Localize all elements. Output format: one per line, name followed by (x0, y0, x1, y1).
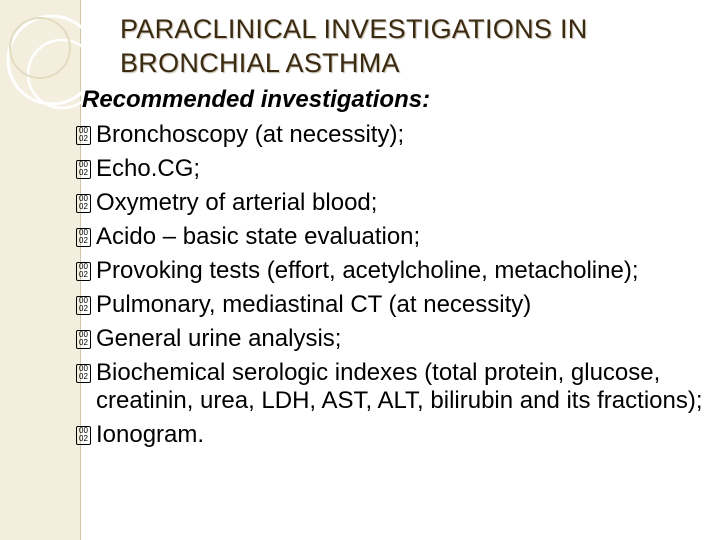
missing-glyph-bullet-icon: 00 02 (76, 228, 91, 247)
list-item (76, 325, 716, 353)
missing-glyph-bullet-icon: 00 02 (76, 160, 91, 179)
list-item (76, 359, 716, 415)
list-item-text: General urine analysis; (96, 325, 342, 352)
list-item (76, 155, 716, 183)
missing-glyph-bullet-icon: 00 02 (76, 364, 91, 383)
missing-glyph-bullet-icon: 00 02 (76, 194, 91, 213)
list-item (76, 257, 716, 285)
title-line-2: BRONCHIAL ASTHMA (120, 48, 400, 78)
list-item-text: Ionogram. (96, 421, 205, 448)
list-item (76, 291, 716, 319)
missing-glyph-bullet-icon: 00 02 (76, 296, 91, 315)
list-item-text: Acido – basic state evaluation; (96, 223, 421, 250)
missing-glyph-bullet-icon: 00 02 (76, 262, 91, 281)
list-item-text: Echo.CG; (96, 155, 201, 182)
slide-title (120, 12, 710, 80)
title-line-1: PARACLINICAL INVESTIGATIONS IN (120, 14, 588, 44)
list-item (76, 223, 716, 251)
list-item-text: Provoking tests (effort, acetylcholine, metacholine); (96, 257, 639, 284)
list-item-text: Oxymetry of arterial blood; (96, 189, 378, 216)
list-item (76, 121, 716, 149)
list-item-text: Pulmonary, mediastinal CT (at necessity) (96, 291, 532, 318)
list-item (76, 189, 716, 217)
list-item-text: Biochemical serologic indexes (total protein, glucose, creatinin, urea, LDH, AST, ALT, bilirubin and its fractions); (96, 359, 703, 414)
investigations-list (76, 121, 716, 455)
list-item (76, 421, 716, 449)
missing-glyph-bullet-icon: 00 02 (76, 126, 91, 145)
missing-glyph-bullet-icon: 00 02 (76, 330, 91, 349)
list-item-text: Bronchoscopy (at necessity); (96, 121, 405, 148)
missing-glyph-bullet-icon: 00 02 (76, 426, 91, 445)
subheading: Recommended investigations: (82, 86, 431, 113)
